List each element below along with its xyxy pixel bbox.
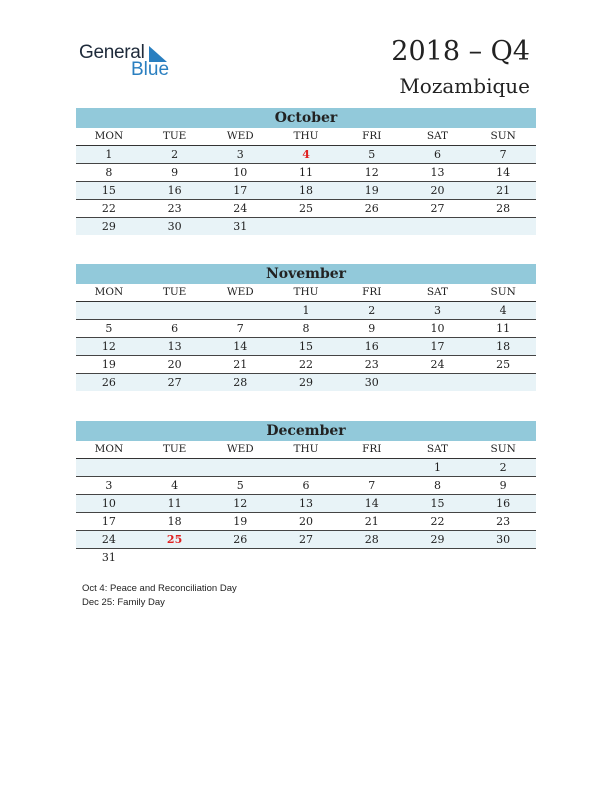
day-cell: 29 [299,376,314,389]
weekday-label: SUN [490,130,516,142]
day-cell: 25 [299,202,314,215]
day-cell [142,459,208,476]
weekday-label: THU [293,286,319,298]
day-cell: 3 [105,479,113,492]
day-cell: 27 [430,202,445,215]
week-row [76,477,536,495]
day-cell: 14 [233,340,248,353]
day-cell: 19 [233,515,248,528]
day-cell: 28 [364,533,379,546]
week-row [76,302,536,320]
day-cell: 15 [101,184,116,197]
day-cell: 17 [430,340,445,353]
weekday-label: MON [94,130,124,142]
day-cell [273,549,339,566]
day-cell: 19 [101,358,116,371]
day-cell: 5 [105,322,113,335]
day-cell: 26 [233,533,248,546]
day-cell [470,218,536,235]
day-cell: 19 [364,184,379,197]
weekday-label: WED [226,130,254,142]
weekday-label: TUE [162,130,187,142]
weekday-label: FRI [362,130,382,142]
day-cell: 11 [167,497,182,510]
day-cell: 16 [496,497,511,510]
day-cell: 4 [499,304,507,317]
day-cell: 2 [499,461,507,474]
weekday-header-row [76,441,536,459]
day-cell: 18 [167,515,182,528]
day-cell: 22 [299,358,314,371]
day-cell: 8 [302,322,310,335]
day-cell: 15 [430,497,445,510]
week-row [76,495,536,513]
day-cell [142,549,208,566]
day-cell: 16 [167,184,182,197]
day-cell: 27 [167,376,182,389]
weekday-label: FRI [362,286,382,298]
day-cell: 6 [302,479,310,492]
month-october [76,108,536,235]
weekday-label: MON [94,443,124,455]
day-cell: 23 [167,202,182,215]
day-cell: 24 [233,202,248,215]
weekday-label: WED [226,286,254,298]
day-cell: 29 [430,533,445,546]
day-cell: 3 [433,304,441,317]
day-cell: 26 [101,376,116,389]
day-cell: 13 [430,166,445,179]
day-cell [207,459,273,476]
month-november [76,264,536,391]
day-cell: 21 [364,515,379,528]
day-cell: 10 [233,166,248,179]
week-row [76,513,536,531]
week-row [76,320,536,338]
day-cell: 12 [233,497,248,510]
day-cell: 13 [167,340,182,353]
day-cell: 24 [101,533,116,546]
day-cell: 9 [499,479,507,492]
month-header: November [76,264,536,284]
day-cell: 23 [496,515,511,528]
weekday-label: SUN [490,286,516,298]
week-row [76,146,536,164]
day-cell: 12 [101,340,116,353]
day-cell: 26 [364,202,379,215]
weekday-label: SAT [426,130,449,142]
day-cell: 11 [496,322,511,335]
day-cell [339,218,405,235]
day-cell: 10 [430,322,445,335]
week-row [76,356,536,374]
month-header: December [76,421,536,441]
day-cell: 3 [236,148,244,161]
day-cell [339,459,405,476]
day-cell: 12 [364,166,379,179]
day-cell [470,374,536,391]
day-cell: 4 [171,479,179,492]
day-cell: 1 [433,461,441,474]
weekday-label: SAT [426,443,449,455]
day-cell: 28 [233,376,248,389]
weekday-label: SUN [490,443,516,455]
day-cell: 10 [101,497,116,510]
day-cell: 21 [233,358,248,371]
day-cell: 14 [496,166,511,179]
holiday-day-cell: 4 [302,148,310,161]
day-cell: 18 [299,184,314,197]
holiday-notes [82,582,237,610]
week-row [76,218,536,235]
day-cell [207,549,273,566]
logo-text-blue: Blue [131,59,170,80]
day-cell: 23 [364,358,379,371]
weekday-label: FRI [362,443,382,455]
day-cell: 7 [368,479,376,492]
day-cell: 21 [496,184,511,197]
day-cell: 30 [167,220,182,233]
day-cell: 8 [105,166,113,179]
month-december [76,421,536,566]
week-row [76,200,536,218]
weekday-label: SAT [426,286,449,298]
day-cell: 8 [433,479,441,492]
day-cell: 17 [233,184,248,197]
day-cell [405,218,471,235]
day-cell: 22 [430,515,445,528]
country-name: Mozambique [399,74,530,98]
day-cell: 20 [167,358,182,371]
holiday-note: Oct 4: Peace and Reconciliation Day [82,583,237,594]
day-cell [76,302,142,319]
day-cell [405,549,471,566]
day-cell: 5 [368,148,376,161]
day-cell: 25 [496,358,511,371]
holiday-note: Dec 25: Family Day [82,597,165,608]
day-cell: 11 [299,166,314,179]
day-cell: 20 [299,515,314,528]
day-cell: 5 [236,479,244,492]
weekday-header-row [76,284,536,302]
logo-text-general: General [79,42,145,63]
day-cell: 6 [171,322,179,335]
page-title: 2018 – Q4 [391,36,530,67]
month-header: October [76,108,536,128]
week-row [76,549,536,566]
day-cell: 30 [364,376,379,389]
day-cell: 31 [233,220,248,233]
day-cell: 13 [299,497,314,510]
day-cell: 17 [101,515,116,528]
day-cell: 20 [430,184,445,197]
day-cell: 24 [430,358,445,371]
day-cell [207,302,273,319]
weekday-label: MON [94,286,124,298]
week-row [76,338,536,356]
day-cell: 2 [368,304,376,317]
day-cell [142,302,208,319]
weekday-label: WED [226,443,254,455]
day-cell: 27 [299,533,314,546]
day-cell: 15 [299,340,314,353]
day-cell: 1 [302,304,310,317]
day-cell [273,459,339,476]
weekday-label: THU [293,130,319,142]
day-cell: 9 [171,166,179,179]
generalblue-logo [79,42,179,82]
day-cell: 28 [496,202,511,215]
day-cell: 30 [496,533,511,546]
day-cell: 2 [171,148,179,161]
day-cell: 1 [105,148,113,161]
week-row [76,531,536,549]
day-cell: 16 [364,340,379,353]
day-cell: 29 [101,220,116,233]
weekday-label: TUE [162,286,187,298]
day-cell [470,549,536,566]
day-cell: 22 [101,202,116,215]
day-cell [339,549,405,566]
week-row [76,182,536,200]
day-cell [76,459,142,476]
day-cell: 7 [236,322,244,335]
week-row [76,459,536,477]
day-cell [405,374,471,391]
day-cell: 18 [496,340,511,353]
holiday-day-cell: 25 [166,533,183,546]
week-row [76,374,536,391]
weekday-label: THU [293,443,319,455]
day-cell: 31 [101,551,116,564]
day-cell: 7 [499,148,507,161]
day-cell: 9 [368,322,376,335]
day-cell [273,218,339,235]
week-row [76,164,536,182]
day-cell: 14 [364,497,379,510]
weekday-header-row [76,128,536,146]
day-cell: 6 [433,148,441,161]
weekday-label: TUE [162,443,187,455]
